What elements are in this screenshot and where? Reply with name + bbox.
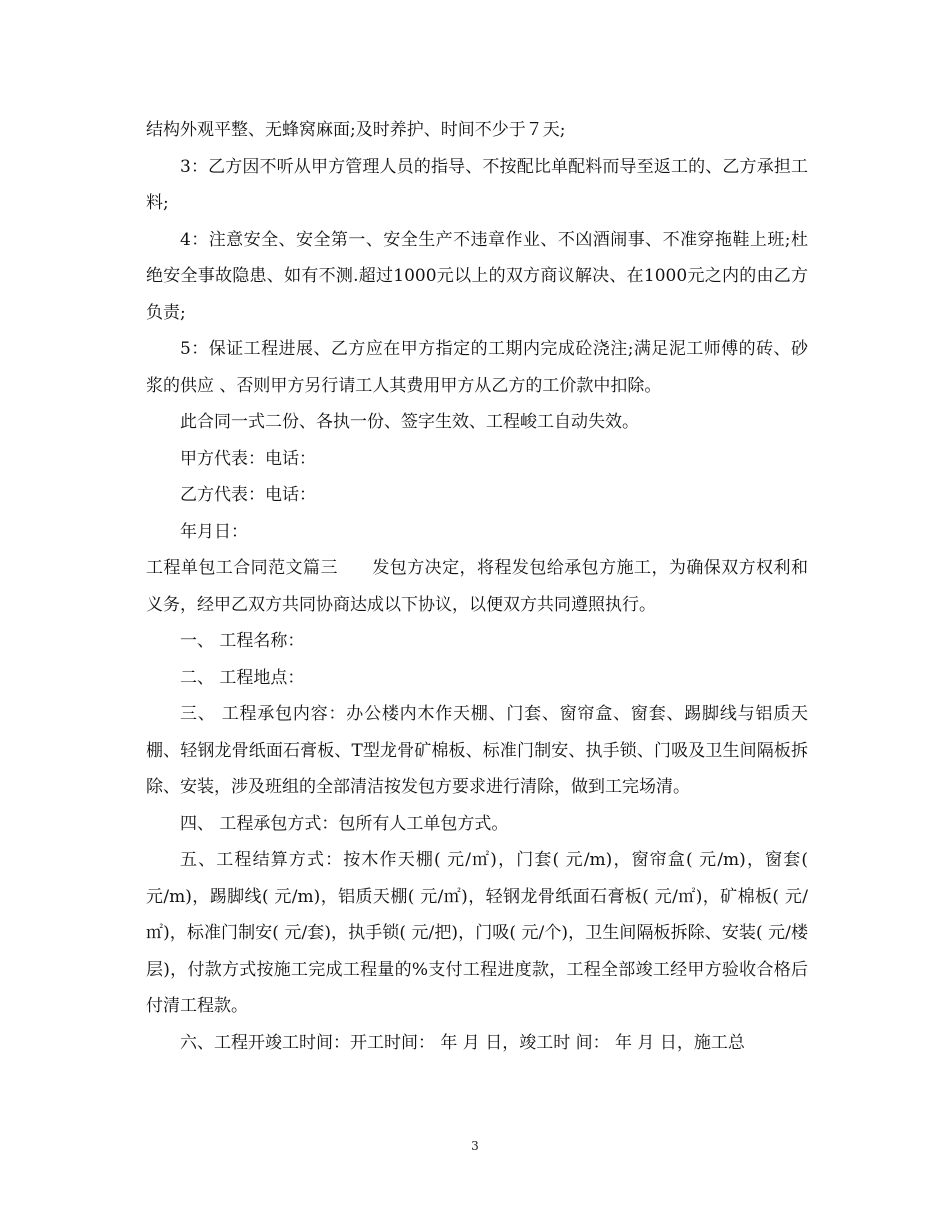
- clause-project-location: 二、 工程地点：: [180, 667, 305, 688]
- party-a-representative: 甲方代表：电话：: [180, 448, 316, 469]
- paragraph-clause-4: 4：注意安全、安全第一、安全生产不违章作业、不凶酒闹事、不准穿拖鞋上班;杜绝安全事故隐患、如有不测.超过1000元以上的双方商议解决、在1000元之内的由乙方负责;: [146, 229, 808, 323]
- paragraph-copies: 此合同一式二份、各执一份、签字生效、工程峻工自动失效。: [180, 412, 639, 432]
- clause-project-name: 一、 工程名称：: [180, 631, 305, 651]
- party-b-representative: 乙方代表：电话：: [180, 485, 316, 505]
- clause-contract-method: 四、 工程承包方式：包所有人工单包方式。: [180, 813, 509, 834]
- clause-schedule: 六、工程开竣工时间：开工时间： 年 月 日，竣工时 间： 年 月 日，施工总: [180, 1032, 745, 1053]
- document-body: [146, 112, 808, 1061]
- clause-settlement-method: 五、工程结算方式：按木作天棚( 元/㎡)，门套( 元/m)，窗帘盒( 元/m)，窗套( 元/m)，踢脚线( 元/m)，铝质天棚( 元/㎡)，轻钢龙骨纸面石膏板( 元/㎡)，矿棉板( 元/㎡)，标准门制安( 元/套)，执手锁( 元/把)，门吸( 元/个)，卫生间隔板拆除、安装( 元/楼层)，付款方式按施工完成工程量的%支付工程进度款，工程全部竣工经甲方验收合格后付清工程款。: [146, 850, 808, 1016]
- paragraph-clause-5: 5：保证工程进展、乙方应在甲方指定的工期内完成砼浇注;满足泥工师傅的砖、砂浆的供应 、否则甲方另行请工人其费用甲方从乙方的工价款中扣除。: [146, 339, 808, 396]
- section-three-paragraph: [146, 550, 808, 623]
- clause-contract-scope: 三、 工程承包内容：办公楼内木作天棚、门套、窗帘盒、窗套、踢脚线与铝质天棚、轻钢龙骨纸面石膏板、T型龙骨矿棉板、标准门制安、执手锁、门吸及卫生间隔板拆除、安装，涉及班组的全部清洁按发包方要求进行清除，做到工完场清。: [146, 704, 808, 797]
- date-line: 年月日：: [180, 521, 248, 542]
- section-title: 工程单包工合同范文篇三: [146, 558, 338, 578]
- paragraph-clause-3: 3：乙方因不听从甲方管理人员的指导、不按配比单配料而导至返工的、乙方承担工料;: [146, 156, 808, 213]
- page-number: 3: [471, 1139, 479, 1153]
- section-intro: 发包方决定，将程发包给承包方施工，为确保双方权利和义务，经甲乙双方共同协商达成以下协议，以便双方共同遵照执行。: [146, 558, 809, 615]
- paragraph-curing: 结构外观平整、无蜂窝麻面;及时养护、时间不少于７天;: [146, 120, 566, 140]
